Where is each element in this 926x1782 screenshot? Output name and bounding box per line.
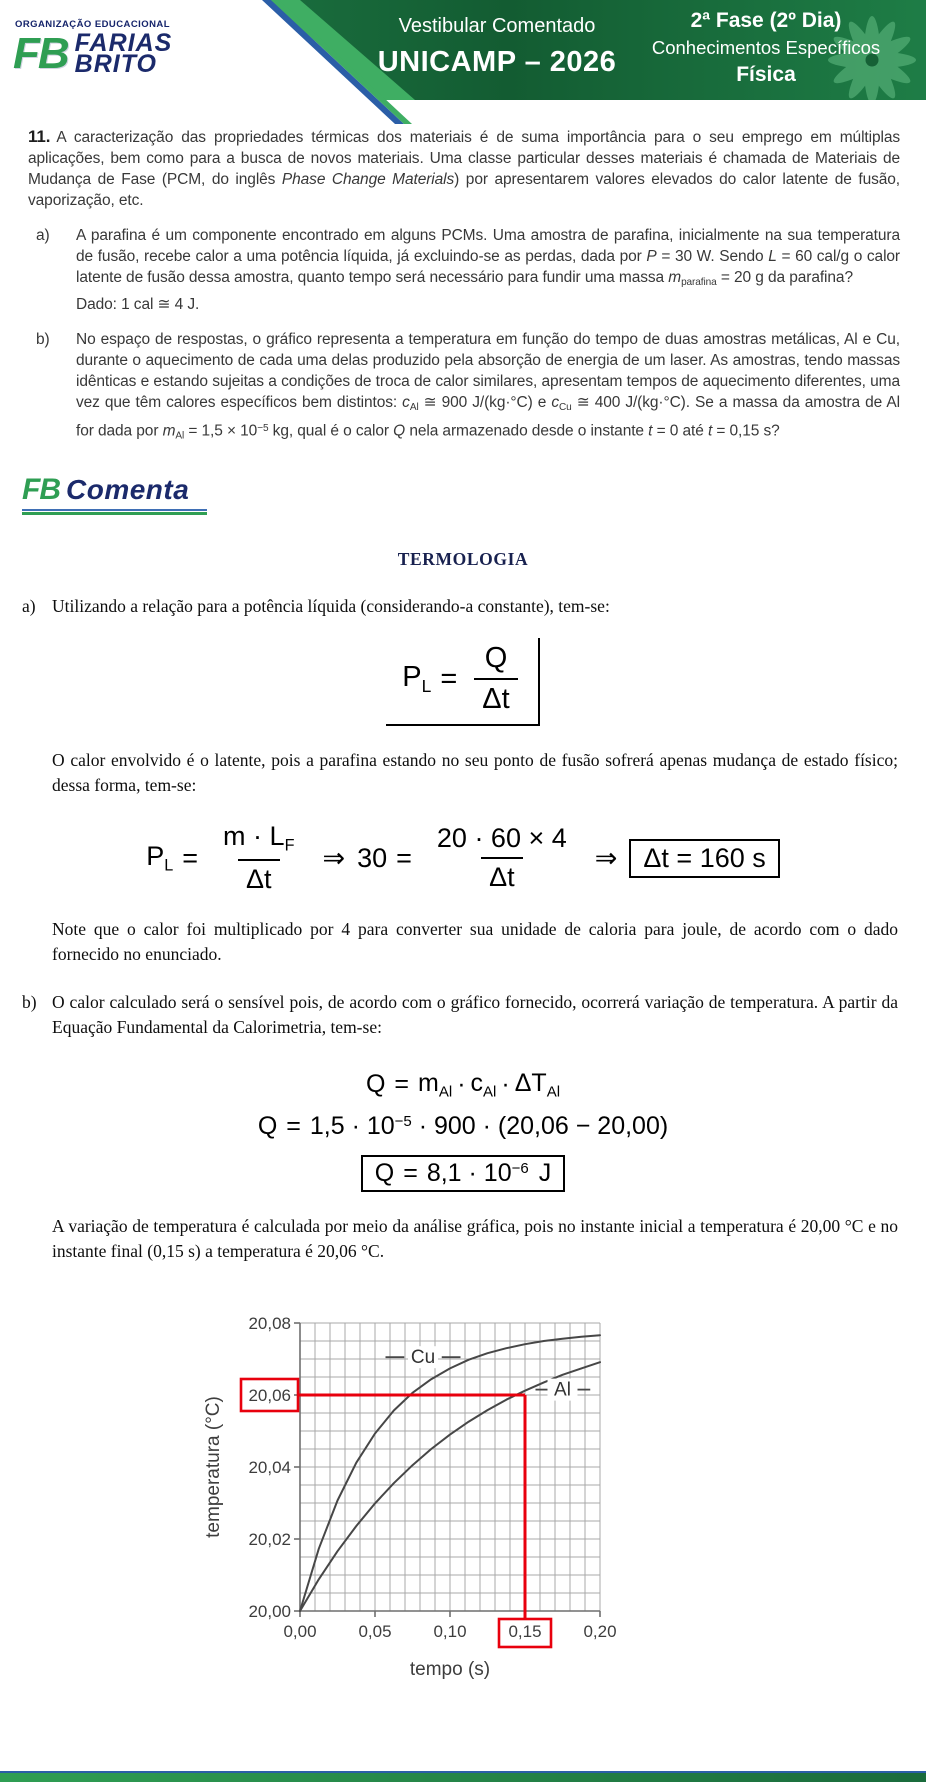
svg-text:0,05: 0,05 [358, 1622, 392, 1642]
equation-power-box [386, 638, 539, 726]
text-segment: No espaço de respostas, o gráfico representa a temperatura em função do tempo de duas amostras metálicas, Al e Cu, durante o aquecimento de cada uma delas produzido pela absorção de energia de um laser. As amostras, tendo massas idênticas e estando sujeitas a condições de troca de calor similares, apresentam tempos de aquecimento diferentes, uma vez que têm calores específicos bem distintos: [76, 330, 900, 411]
comenta-underline-blue [22, 509, 207, 512]
eq-fraction [474, 642, 517, 716]
text-segment: nela armazenado desde o instante [405, 422, 649, 440]
temperature-chart [205, 1309, 926, 1692]
svg-text:20,00: 20,00 [248, 1602, 291, 1622]
eq-symbol: $P_L$ [402, 661, 432, 697]
eq-denominator: Δt [238, 859, 280, 895]
eq-equals: = [440, 662, 458, 695]
eq-numerator: $m \cdot L_F$ [223, 821, 295, 856]
text-segment: ≅ 400 J/(kg·°C). Se a massa da amostra de Al for dada por [76, 393, 900, 440]
eq-fraction [215, 821, 302, 895]
text-segment: Al [409, 401, 419, 413]
exam-name-title: UNICAMP – 2026 [377, 46, 617, 78]
text-segment: = 60 cal/g o calor latente de fusão dessa amostra, quanto tempo será necessário para fundir uma massa [76, 248, 900, 286]
eq-fraction [429, 823, 575, 893]
svg-text:0,00: 0,00 [283, 1622, 317, 1642]
text-segment: ≅ 900 J/(kg·°C) e [418, 393, 552, 411]
text-segment: c [402, 393, 410, 411]
text-segment: L [768, 248, 777, 265]
temperature-chart-svg [205, 1309, 625, 1687]
text-segment: Al [175, 429, 185, 441]
eq-equals: = [182, 842, 199, 873]
eq-dot: · [501, 1070, 510, 1099]
text-segment: = 20 g da parafina? [716, 269, 853, 286]
solution-b-final: A variação de temperatura é calculada por meio da análise gráfica, pois no instante inicial a temperatura é 20,00 °C e no instante final (0,15 s) a temperatura é 20,06 °C. [52, 1216, 898, 1261]
eq-equals: = [286, 1112, 301, 1141]
eq-value: 30 [357, 842, 388, 873]
text-segment: t [707, 422, 713, 440]
solution-title: TERMOLOGIA [397, 548, 529, 569]
header-right [638, 9, 894, 87]
result-box: Δt = 160 s [629, 839, 779, 878]
text-segment: m [162, 422, 176, 440]
item-a-given: Dado: 1 cal ≅ 4 J. [76, 295, 200, 313]
text-segment: A parafina é um componente encontrado em alguns PCMs. Uma amostra de parafina, inicialmente na sua temperatura de fusão, recebe calor a uma potência líquida, já excluindo-se as perdas, dada por [76, 227, 900, 265]
solution-item-b [22, 990, 898, 1039]
solution-a-intro: Utilizando a relação para a potência líquida (considerando-a constante), tem-se: [52, 595, 610, 616]
text-segment: = 30 W. Sendo [656, 248, 769, 265]
svg-text:20,04: 20,04 [248, 1458, 291, 1478]
item-a-text [76, 225, 900, 315]
eq-symbol: $P_L$ [146, 840, 174, 875]
text-segment: Phase Change Materials [281, 171, 455, 188]
eq-equals: = [396, 842, 412, 873]
svg-text:20,08: 20,08 [248, 1314, 291, 1334]
solution-item-a [22, 594, 898, 619]
org-label: ORGANIZAÇÃO EDUCACIONAL [15, 19, 170, 30]
svg-text:20,02: 20,02 [248, 1530, 291, 1550]
text-segment: Q [393, 422, 406, 440]
text-segment: −5 [257, 422, 269, 434]
text-segment: ) por apresentarem valores elevados do calor latente de fusão, vaporização, etc. [28, 171, 900, 209]
eq-symbol: $\Delta T_{Al}$ [514, 1069, 561, 1101]
comenta-logo [22, 474, 222, 515]
phase-label: 2ª Fase (2º Dia) [690, 9, 842, 32]
equation-fusion [0, 821, 926, 895]
result-box: Q = $8,1 \cdot 10^{-6}$ J [361, 1155, 565, 1192]
text-segment: A caracterização das propriedades térmicas dos materiais é de suma importância para o seu emprego em múltiplas aplicações, bem como para a busca de novos materiais. Uma classe particular desses materiais é chamada de Materiais de Mudança de Fase (PCM, do inglês [28, 129, 900, 188]
brand-name [74, 29, 173, 78]
comenta-underline-green [22, 512, 207, 515]
comenta-row [22, 474, 222, 506]
svg-text:temperatura (°C): temperatura (°C) [205, 1396, 224, 1539]
exam-kind-title: Vestibular Comentado [398, 15, 596, 37]
question-item-b [28, 329, 900, 446]
svg-text:Al: Al [554, 1379, 571, 1401]
svg-text:0,15: 0,15 [508, 1622, 542, 1642]
question-section [0, 100, 926, 446]
text-segment: m [668, 269, 682, 286]
svg-text:0,10: 0,10 [433, 1622, 467, 1642]
brand-farias: FARIAS [74, 29, 173, 57]
eq-symbol: Q [365, 1070, 386, 1099]
text-segment: parafina [681, 276, 717, 288]
question-number: 11. [28, 127, 51, 146]
implies-arrow: ⇒ [594, 842, 618, 873]
footer-bar [0, 1771, 926, 1782]
eq-numerator: Q [484, 642, 508, 675]
text-segment: Cu [558, 401, 572, 413]
brand-brito: BRITO [74, 50, 157, 78]
svg-text:0,20: 0,20 [583, 1622, 617, 1642]
text-segment: P [646, 248, 657, 265]
header-center [352, 13, 642, 79]
text-segment: t [648, 422, 653, 440]
solution-a-label: a) [22, 595, 36, 616]
text-segment: = 0 até [652, 422, 708, 440]
subject-label: Física [736, 63, 796, 86]
svg-text:20,06: 20,06 [248, 1386, 291, 1406]
farias-brito-logo [13, 29, 173, 79]
solution-b-label: b) [22, 992, 37, 1013]
equation-power [0, 638, 926, 726]
eq-value: $1,5 \cdot 10^{-5} \cdot 900 \cdot (20,06 - 20,00)$ [309, 1112, 669, 1141]
eq-symbol: $c_{Al}$ [470, 1069, 497, 1101]
eq-symbol: Q [257, 1112, 278, 1141]
question-item-a [28, 225, 900, 315]
eq-denominator: Δt [474, 678, 517, 716]
header [0, 0, 926, 100]
eq-equals: = [394, 1070, 410, 1099]
eq-symbol: $m_{Al}$ [418, 1069, 453, 1101]
implies-arrow: ⇒ [322, 842, 346, 873]
equation-q-general [0, 1069, 926, 1100]
item-b-text [76, 329, 900, 446]
question-intro [28, 126, 900, 211]
equation-q-values [0, 1112, 926, 1141]
solution-a-note: Note que o calor foi multiplicado por 4 para converter sua unidade de caloria para joule, de acordo com o dado fornecido no enunciado. [52, 919, 898, 964]
comenta-label: Comenta [66, 473, 190, 505]
text-segment: kg, qual é o calor [268, 422, 394, 440]
solution-b-intro: O calor calculado será o sensível pois, de acordo com o gráfico fornecido, ocorrerá variação de temperatura. A partir da Equação Fundamental da Calorimetria, tem-se: [52, 992, 898, 1037]
text-segment: c [551, 393, 559, 411]
solution-a-paragraph: O calor envolvido é o latente, pois a parafina estando no seu ponto de fusão sofrerá apenas mudança de estado físico; dessa forma, tem-se: [52, 750, 898, 795]
fb-monogram: FB [13, 29, 68, 79]
svg-text:Cu: Cu [410, 1347, 436, 1369]
knowledge-label: Conhecimentos Específicos [651, 37, 881, 58]
text-segment: = 1,5 × 10 [184, 422, 258, 440]
equation-q-result [0, 1155, 926, 1192]
text-segment: = 0,15 s? [712, 422, 780, 440]
item-b-label: b) [36, 330, 50, 348]
item-a-label: a) [36, 227, 50, 244]
eq-denominator: Δt [481, 857, 523, 893]
eq-numerator: 20 · 60 × 4 [436, 823, 567, 854]
svg-text:tempo (s): tempo (s) [409, 1659, 491, 1681]
fb-comenta-monogram: FB [22, 473, 60, 507]
eq-dot: · [457, 1070, 466, 1099]
